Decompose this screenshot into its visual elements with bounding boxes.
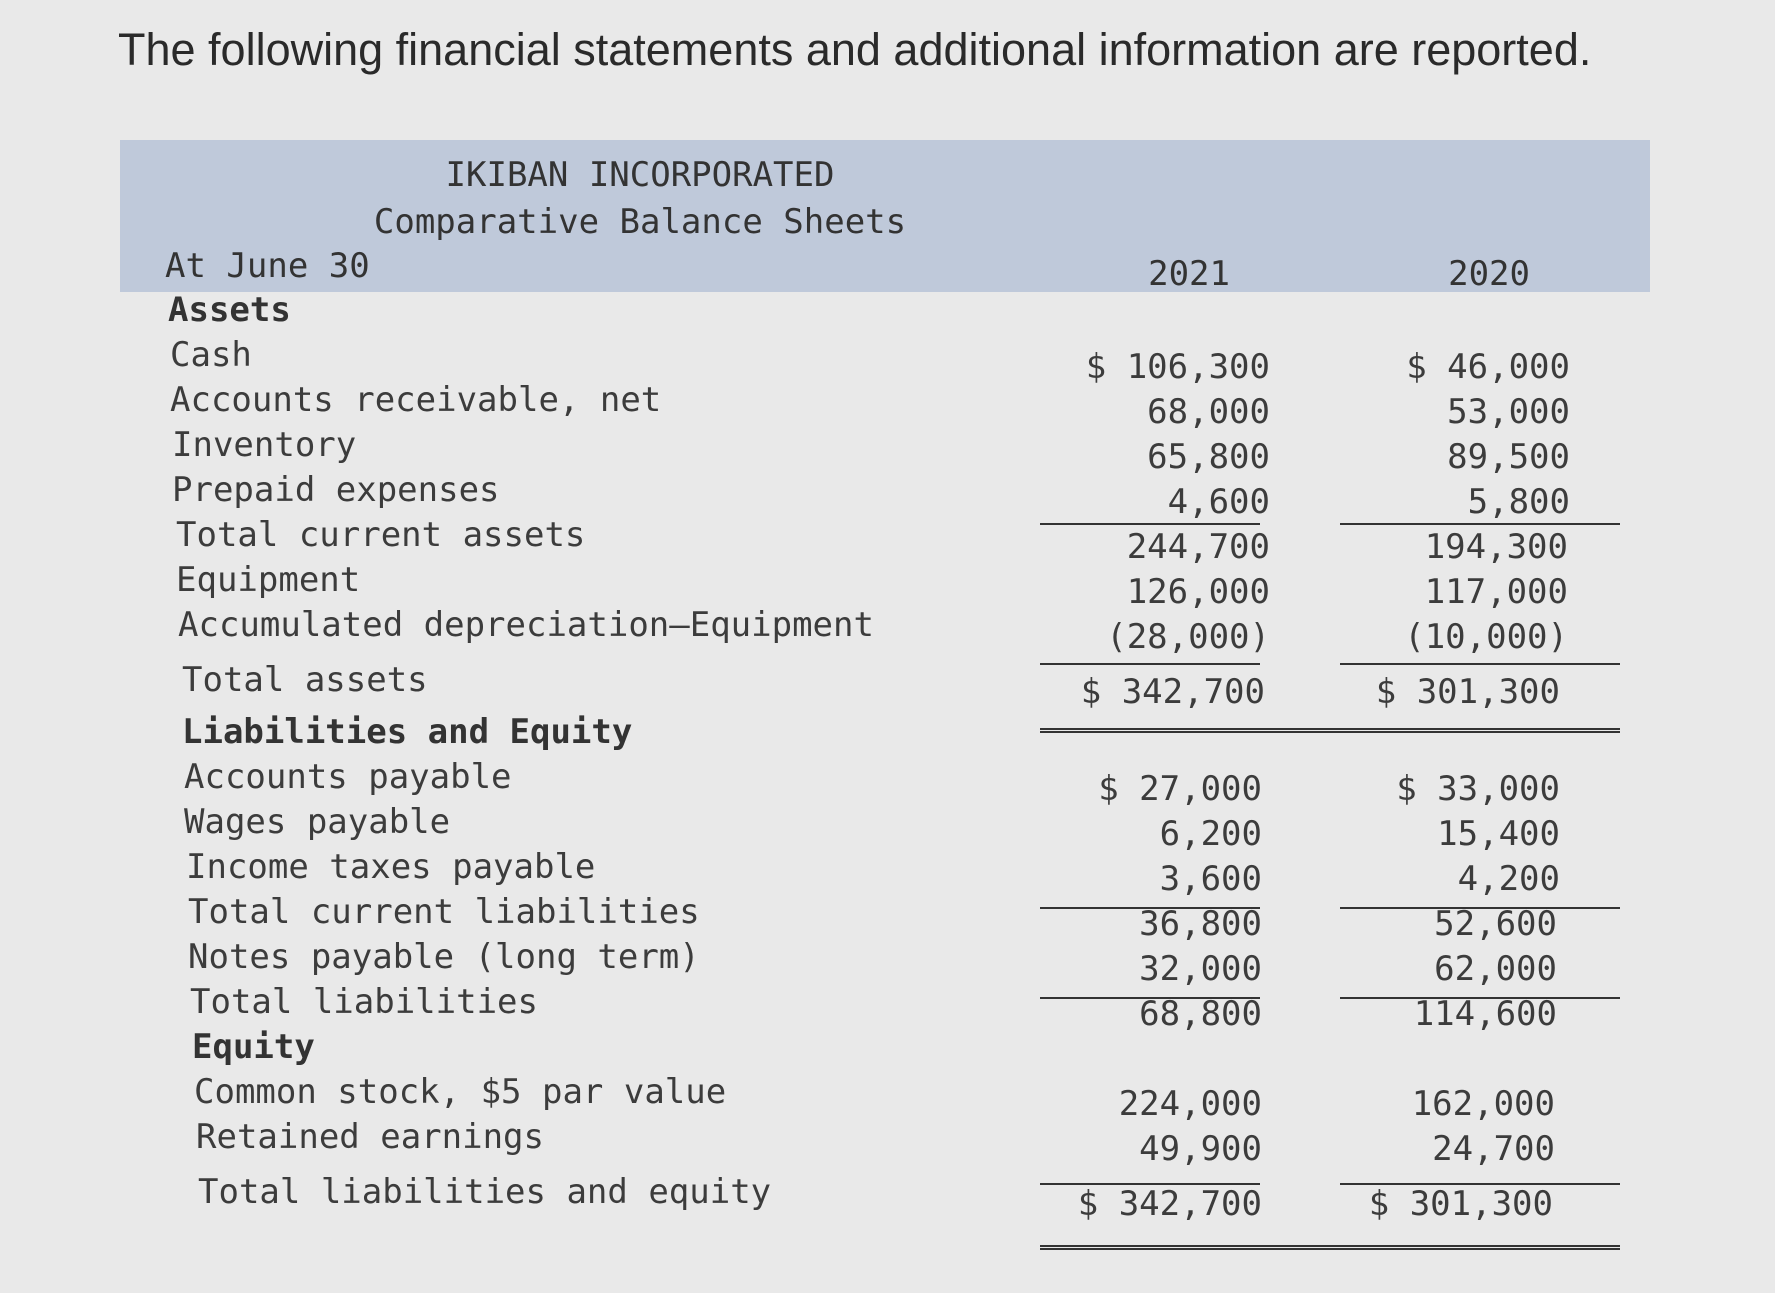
line-item-label: Accumulated depreciation—Equipment: [178, 605, 874, 645]
line-item-label: Cash: [170, 335, 252, 375]
period-label: At June 30: [165, 246, 370, 286]
amount-2021: $ 342,700: [1077, 1184, 1262, 1224]
amount-2020: 162,000: [1411, 1084, 1555, 1124]
amount-2021: 49,900: [1139, 1129, 1262, 1169]
amount-2020: $ 46,000: [1406, 347, 1570, 387]
amount-2020: 52,600: [1434, 904, 1557, 944]
subtotal-rule: [1340, 997, 1620, 999]
amount-2021: 32,000: [1139, 949, 1262, 989]
line-item-label: Accounts receivable, net: [170, 380, 662, 420]
amount-2021: $ 106,300: [1085, 347, 1270, 387]
amount-2020: (10,000): [1404, 617, 1568, 657]
amount-2021: 36,800: [1139, 904, 1262, 944]
amount-2021: 4,600: [1167, 482, 1270, 522]
section-heading: Assets: [168, 290, 291, 330]
amount-2020: 89,500: [1447, 437, 1570, 477]
amount-2021: 65,800: [1147, 437, 1270, 477]
company-name: IKIBAN INCORPORATED: [445, 155, 835, 195]
amount-2021: 224,000: [1118, 1084, 1262, 1124]
amount-2021: 244,700: [1126, 527, 1270, 567]
amount-2020: $ 33,000: [1396, 769, 1560, 809]
line-item-label: Equipment: [176, 560, 361, 600]
line-item-label: Accounts payable: [184, 757, 512, 797]
amount-2021: (28,000): [1106, 617, 1270, 657]
line-item-label: Common stock, $5 par value: [194, 1072, 727, 1112]
year-header-2021: 2021: [1148, 254, 1230, 294]
amount-2021: 68,000: [1147, 392, 1270, 432]
amount-2020: 5,800: [1467, 482, 1570, 522]
total-double-rule: [1040, 1245, 1620, 1250]
subtotal-rule: [1040, 523, 1260, 525]
intro-text: The following financial statements and additional information are reported.: [118, 24, 1592, 75]
subtotal-rule: [1040, 663, 1260, 665]
subtotal-rule: [1340, 907, 1620, 909]
line-item-label: Notes payable (long term): [188, 937, 700, 977]
amount-2021: 6,200: [1159, 814, 1262, 854]
line-item-label: Total liabilities and equity: [198, 1172, 772, 1212]
amount-2020: 15,400: [1437, 814, 1560, 854]
subtotal-rule: [1040, 997, 1260, 999]
line-item-label: Total current assets: [176, 515, 586, 555]
amount-2020: 114,600: [1413, 994, 1557, 1034]
line-item-label: Total current liabilities: [188, 892, 700, 932]
line-item-label: Total assets: [182, 660, 428, 700]
section-heading: Liabilities and Equity: [182, 712, 633, 752]
total-double-rule: [1040, 728, 1620, 733]
line-item-label: Prepaid expenses: [172, 470, 500, 510]
amount-2021: 3,600: [1159, 859, 1262, 899]
amount-2020: 117,000: [1424, 572, 1568, 612]
section-heading: Equity: [192, 1027, 315, 1067]
line-item-label: Wages payable: [184, 802, 451, 842]
amount-2021: 68,800: [1139, 994, 1262, 1034]
amount-2020: 53,000: [1447, 392, 1570, 432]
amount-2020: 4,200: [1457, 859, 1560, 899]
subtotal-rule: [1040, 907, 1260, 909]
amount-2020: 24,700: [1432, 1129, 1555, 1169]
amount-2020: $ 301,300: [1375, 672, 1560, 712]
amount-2021: $ 342,700: [1080, 672, 1265, 712]
statement-title: Comparative Balance Sheets: [373, 202, 907, 242]
subtotal-rule: [1340, 1183, 1620, 1185]
amount-2020: $ 301,300: [1368, 1184, 1553, 1224]
year-header-2020: 2020: [1448, 254, 1530, 294]
line-item-label: Inventory: [172, 425, 357, 465]
amount-2020: 62,000: [1434, 949, 1557, 989]
line-item-label: Total liabilities: [190, 982, 538, 1022]
amount-2020: 194,300: [1424, 527, 1568, 567]
line-item-label: Retained earnings: [196, 1117, 544, 1157]
subtotal-rule: [1040, 1183, 1260, 1185]
subtotal-rule: [1340, 523, 1620, 525]
amount-2021: $ 27,000: [1098, 769, 1262, 809]
amount-2021: 126,000: [1126, 572, 1270, 612]
subtotal-rule: [1340, 663, 1620, 665]
line-item-label: Income taxes payable: [186, 847, 596, 887]
